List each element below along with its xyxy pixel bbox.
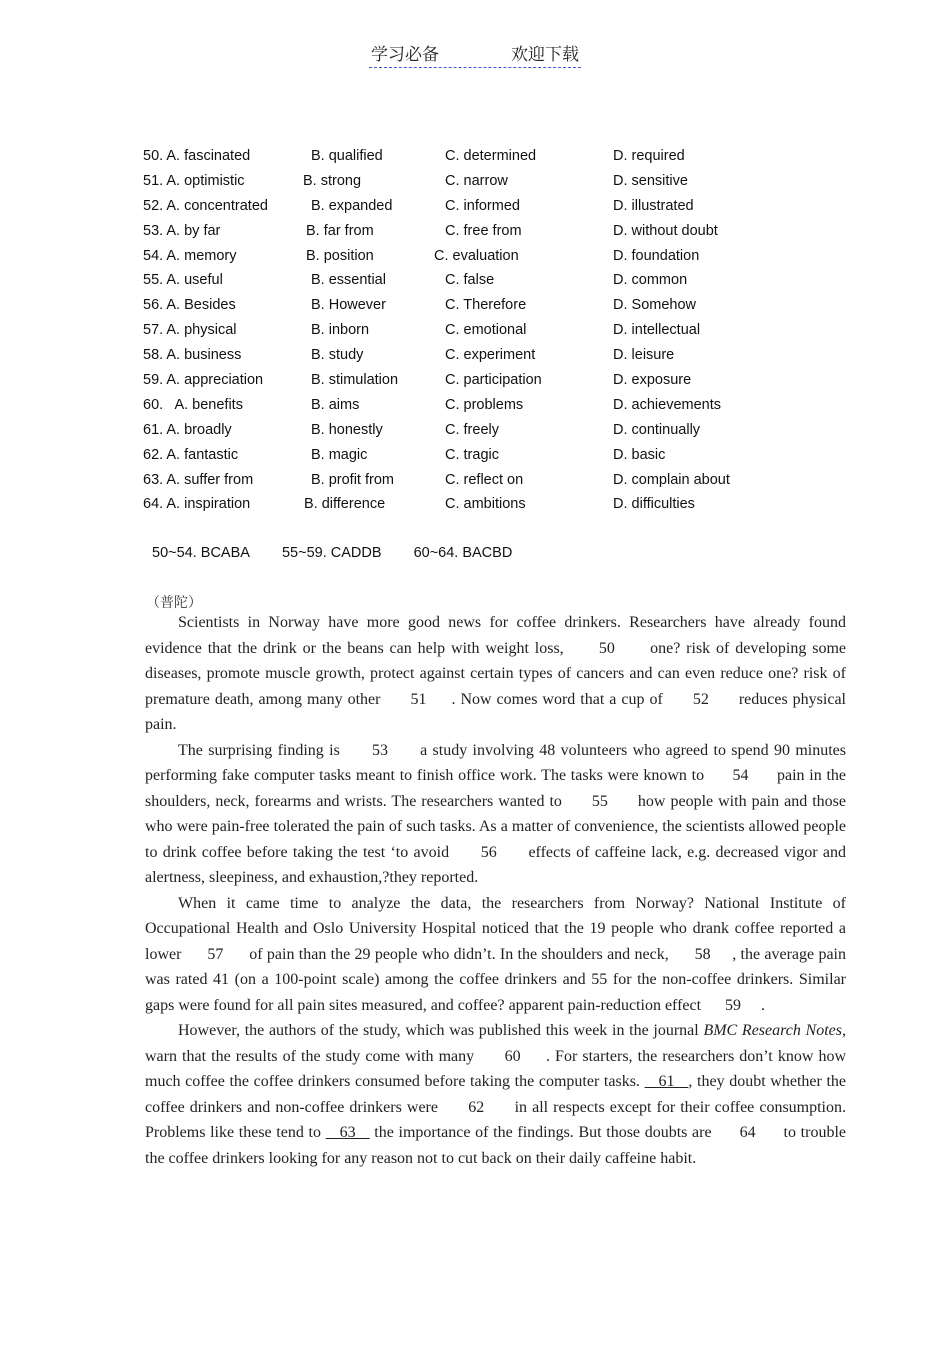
option-row xyxy=(143,344,843,369)
option-row xyxy=(143,319,843,344)
option-d: D. without doubt xyxy=(613,222,718,239)
option-number-a: 64. A. inspiration xyxy=(143,496,251,513)
option-d: D. sensitive xyxy=(613,172,688,189)
option-b: B. far from xyxy=(306,222,374,239)
option-c: C. participation xyxy=(445,372,542,389)
paragraph-4-part-d: the importance of the findings. But those doubts are 64 to trouble the coffee drinkers looking for any reason not to cut back on their daily caffeine habit. xyxy=(145,1124,850,1167)
option-c: C. experiment xyxy=(445,347,536,364)
option-b: B. essential xyxy=(311,272,386,289)
source-label: （普陀） xyxy=(146,595,202,611)
header-right-text: 欢迎下载 xyxy=(511,45,579,65)
option-c: C. narrow xyxy=(445,172,508,189)
option-b: B. However xyxy=(311,297,386,314)
option-d: D. common xyxy=(613,272,688,289)
option-number-a: 63. A. suffer from xyxy=(143,471,254,488)
option-row xyxy=(143,493,843,518)
answer-group-2: 55~59. CADDB xyxy=(281,545,382,561)
paragraph-4-part-b: , warn that the results of the study come with many 60 . For starters, the researchers don’t know how much coffee the coffee drinkers consumed before taking the computer tasks. xyxy=(145,1022,851,1090)
option-number-a: 56. A. Besides xyxy=(143,297,236,314)
blank-63: 63 xyxy=(325,1124,370,1141)
option-row xyxy=(143,294,843,319)
option-b: B. profit from xyxy=(311,471,394,488)
paragraph-3: When it came time to analyze the data, the researchers from Norway? National Institute of Occupational Health and Oslo University Hospital noticed that the 19 people who drank coffee reported a lower 57 of pain than the 29 people who didn’t. In the shoulders and neck, 58 , the average pain was rated 41 (on a 100-point scale) among the coffee drinkers and 55 for the non-coffee drinkers. Similar gaps were found for all pain sites measured, and coffee? apparent pain-reduction effect 59 . xyxy=(145,894,850,1014)
option-b: B. expanded xyxy=(311,197,393,214)
answer-key xyxy=(152,545,540,561)
option-d: D. intellectual xyxy=(613,322,701,339)
option-c: C. evaluation xyxy=(434,247,519,264)
option-row xyxy=(143,444,843,469)
blank-61: 61 xyxy=(644,1073,689,1090)
options-table xyxy=(143,145,843,518)
option-row xyxy=(143,220,843,245)
option-c: C. tragic xyxy=(445,446,499,463)
option-b: B. honestly xyxy=(311,421,383,438)
paragraph-4-part-a: However, the authors of the study, which was published this week in the journal xyxy=(178,1022,704,1039)
option-d: D. required xyxy=(613,148,685,164)
option-number-a: 62. A. fantastic xyxy=(143,446,239,463)
option-row xyxy=(143,269,843,294)
paragraph-4-part-c: , they doubt whether the coffee drinkers and non-coffee drinkers were 62 in all respects except for their coffee consumption. Problems like these tend to xyxy=(145,1073,851,1141)
option-number-a: 57. A. physical xyxy=(143,322,237,339)
option-d: D. exposure xyxy=(613,372,692,389)
paragraph-1: Scientists in Norway have more good news for coffee drinkers. Researchers have already found evidence that the drink or the beans can help with weight loss, 50 one? risk of developing some diseases, promote muscle growth, protect against certain types of cancers and can even reduce one? risk of premature death, among many other 51 . Now comes word that a cup of 52 reduces physical pain. xyxy=(145,614,850,733)
answer-group-3: 60~64. BACBD xyxy=(413,545,513,561)
option-number-a: 50. A. fascinated xyxy=(143,148,251,164)
option-b: B. position xyxy=(306,247,374,264)
option-b: B. study xyxy=(311,347,364,364)
option-row xyxy=(143,245,843,270)
option-d: D. continually xyxy=(613,421,701,438)
option-b: B. aims xyxy=(311,396,360,413)
option-b: B. qualified xyxy=(311,148,383,164)
option-d: D. foundation xyxy=(613,247,700,264)
option-number-a: 55. A. useful xyxy=(143,272,223,289)
option-number-a: 60. A. benefits xyxy=(143,396,243,413)
option-c: C. informed xyxy=(445,197,520,214)
option-c: C. reflect on xyxy=(445,471,524,488)
answer-group-1: 50~54. BCABA xyxy=(152,545,250,561)
paragraph-4 xyxy=(145,1018,851,1171)
option-c: C. freely xyxy=(445,421,499,438)
option-d: D. complain about xyxy=(613,471,730,488)
option-d: D. difficulties xyxy=(613,496,695,513)
option-row xyxy=(143,170,843,195)
option-d: D. achievements xyxy=(613,396,721,413)
option-number-a: 54. A. memory xyxy=(143,247,237,264)
option-row xyxy=(143,369,843,394)
cloze-passage xyxy=(145,610,851,1171)
option-number-a: 61. A. broadly xyxy=(143,421,232,438)
option-c: C. false xyxy=(445,272,495,289)
option-d: D. basic xyxy=(613,446,666,463)
header-banner xyxy=(369,40,581,68)
option-d: D. leisure xyxy=(613,347,675,364)
option-b: B. magic xyxy=(311,446,368,463)
option-b: B. difference xyxy=(304,496,386,513)
option-c: C. emotional xyxy=(445,322,527,339)
option-number-a: 52. A. concentrated xyxy=(143,197,268,214)
option-c: C. determined xyxy=(445,148,537,164)
paragraph-2: The surprising finding is 53 a study involving 48 volunteers who agreed to spend 90 minutes performing fake computer tasks meant to finish office work. The tasks were known to 54 pain in the shoulders, neck, forearms and wrists. The researchers wanted to 55 how people with pain and those who were pain-free tolerated the pain of such tasks. As a matter of convenience, the scientists allowed people to drink coffee before taking the test ‘to avoid 56 effects of caffeine lack, e.g. decreased vigor and alertness, sleepiness, and exhaustion,?they reported. xyxy=(145,741,850,886)
option-c: C. problems xyxy=(445,396,524,413)
option-d: D. Somehow xyxy=(613,297,697,314)
option-c: C. ambitions xyxy=(445,496,526,513)
option-c: C. free from xyxy=(445,222,522,239)
option-number-a: 53. A. by far xyxy=(143,222,221,239)
option-b: B. stimulation xyxy=(311,372,399,389)
option-number-a: 51. A. optimistic xyxy=(143,172,245,189)
option-number-a: 58. A. business xyxy=(143,347,242,364)
header-left-text: 学习必备 xyxy=(371,45,439,65)
option-row xyxy=(143,195,843,220)
option-row xyxy=(143,394,843,419)
option-row xyxy=(143,419,843,444)
option-row xyxy=(143,145,843,170)
option-b: B. inborn xyxy=(311,322,370,339)
option-b: B. strong xyxy=(303,172,362,189)
journal-name: BMC Research Notes xyxy=(703,1022,843,1039)
option-d: D. illustrated xyxy=(613,197,694,214)
page-header xyxy=(0,40,950,68)
option-number-a: 59. A. appreciation xyxy=(143,372,264,389)
option-row xyxy=(143,469,843,494)
option-c: C. Therefore xyxy=(445,297,527,314)
